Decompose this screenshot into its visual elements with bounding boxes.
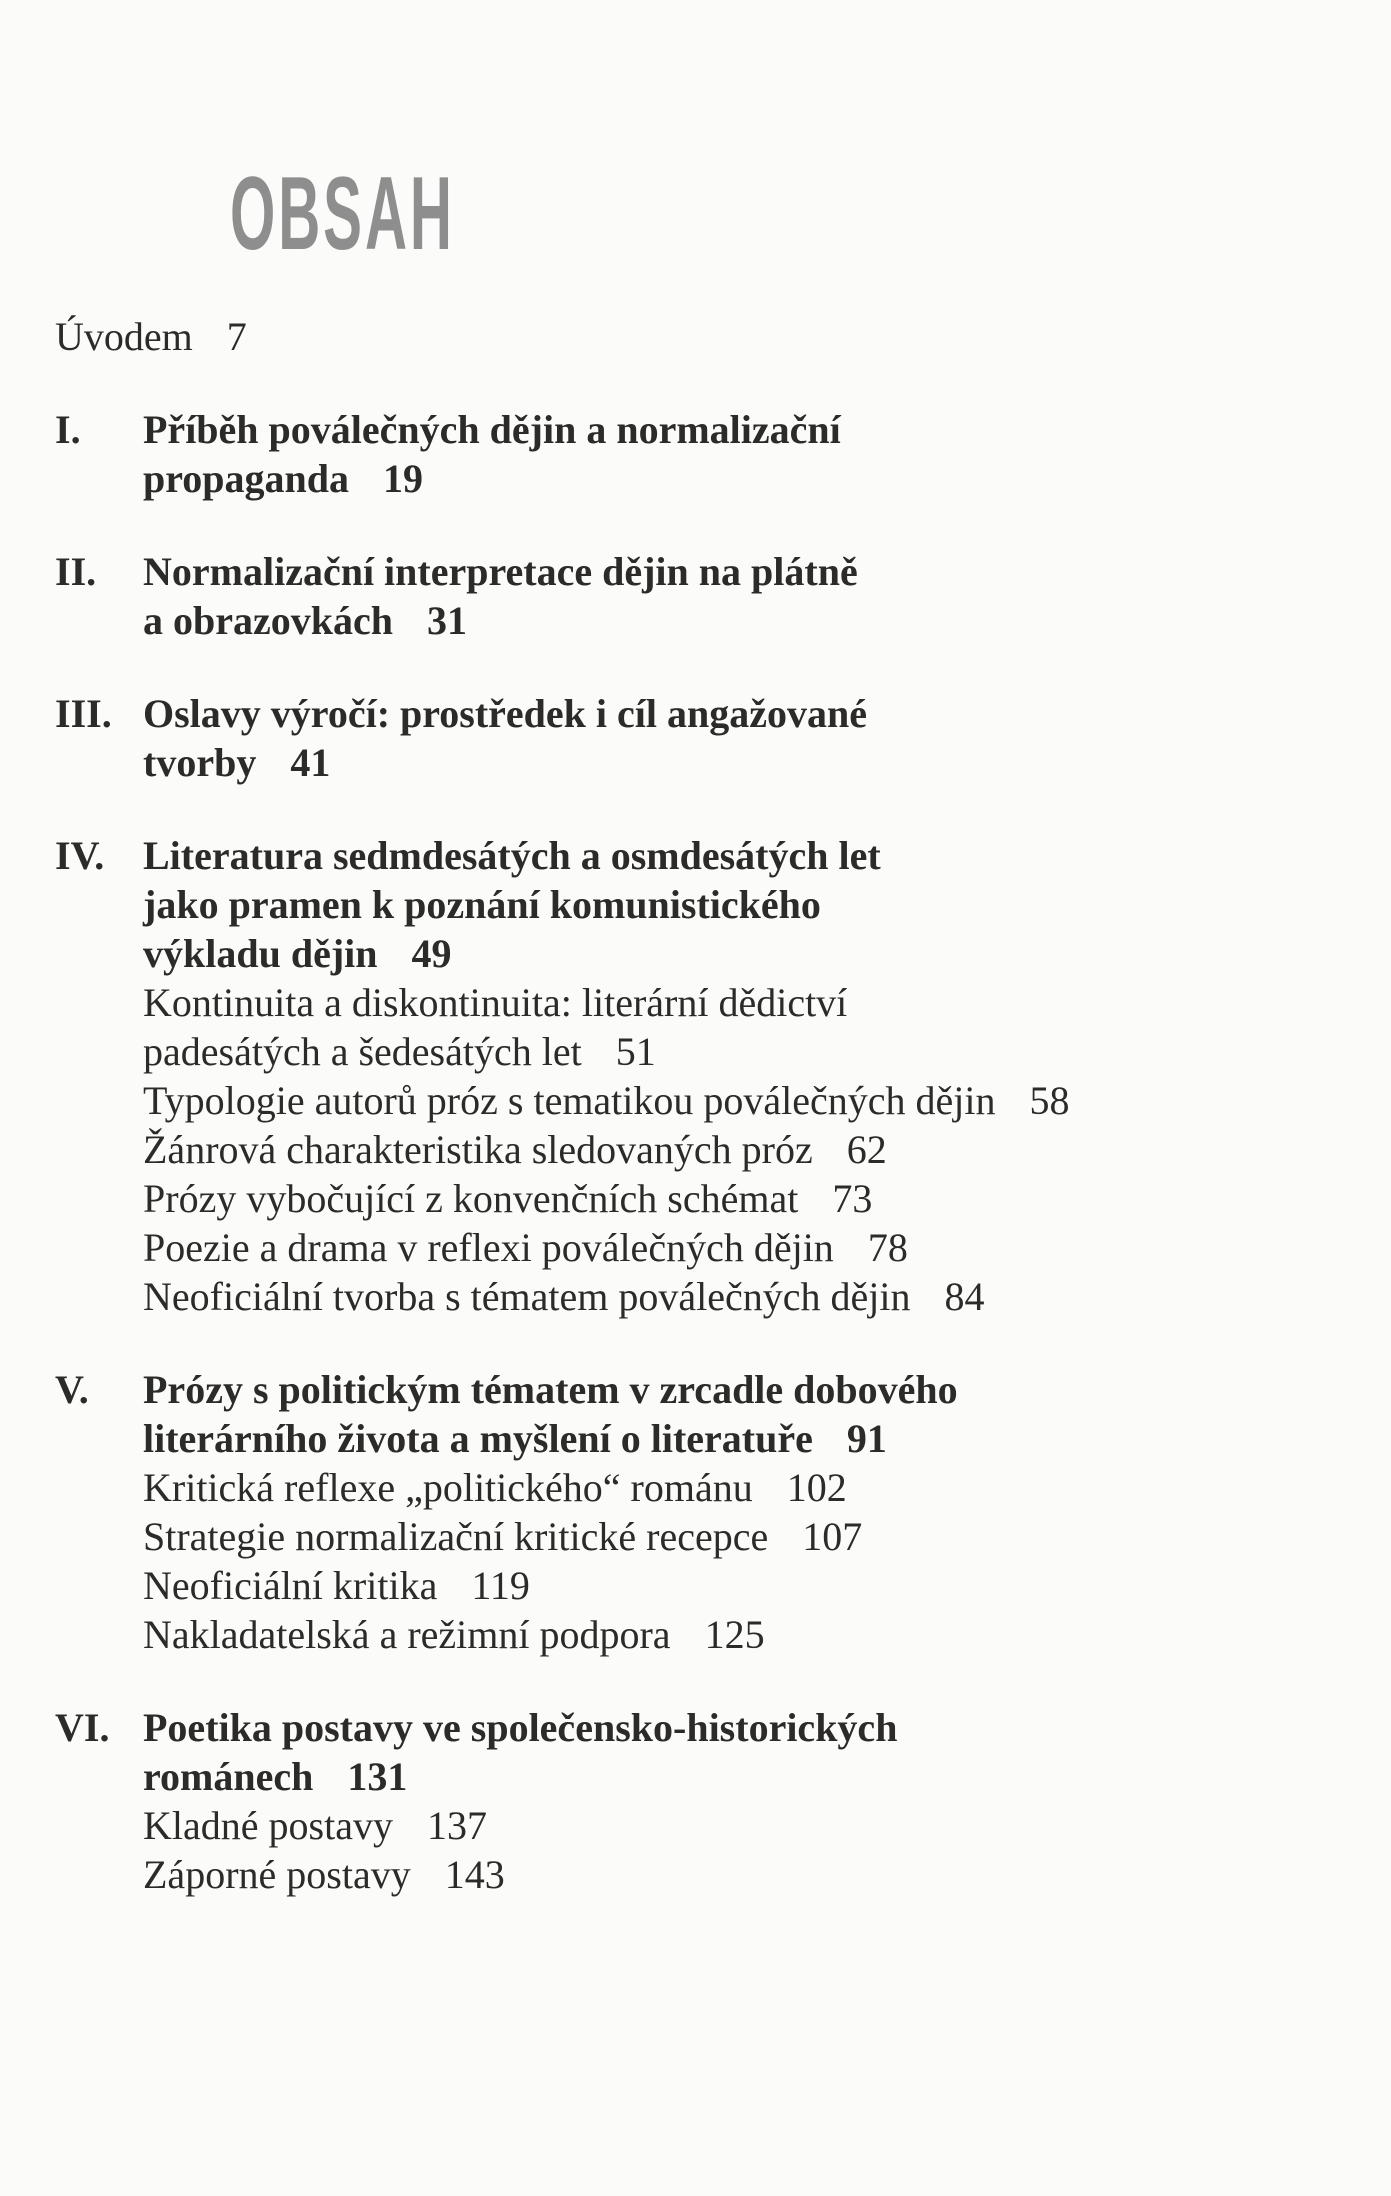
toc-entry-numeral: II. bbox=[55, 549, 97, 594]
page-number: 19 bbox=[383, 456, 424, 501]
toc-entry-title-text: výkladu dějin bbox=[143, 931, 378, 976]
toc-entry-numeral: VI. bbox=[55, 1705, 110, 1750]
toc-entry-numeral: V. bbox=[55, 1367, 89, 1412]
toc-entry-title-text: Poetika postavy ve společensko-historických bbox=[143, 1705, 898, 1750]
page-number: 119 bbox=[471, 1563, 530, 1608]
toc-intro-page-number: 7 bbox=[226, 314, 247, 359]
toc-entry-title-text: Normalizační interpretace dějin na plátně bbox=[143, 549, 858, 594]
toc-subentry-line bbox=[143, 1174, 1351, 1223]
toc-entry-title-line bbox=[143, 831, 1351, 880]
toc-entry-title-text: literárního života a myšlení o literatuře bbox=[143, 1416, 813, 1461]
page-number: 49 bbox=[411, 931, 452, 976]
toc-entry-title-line bbox=[143, 1414, 1351, 1463]
toc-entry-title-line bbox=[143, 454, 1351, 503]
toc-entry-numeral: III. bbox=[55, 691, 112, 736]
toc-subentry-line bbox=[143, 1027, 1351, 1076]
page-number: 41 bbox=[290, 740, 331, 785]
toc-subentry-text: Kladné postavy bbox=[143, 1803, 393, 1848]
page-number: 137 bbox=[426, 1803, 487, 1848]
toc-entry-title-line bbox=[143, 547, 1351, 596]
toc-entry-body bbox=[143, 1365, 1351, 1659]
page-number: 91 bbox=[846, 1416, 887, 1461]
page-number: 131 bbox=[347, 1754, 408, 1799]
toc-subentry-line bbox=[143, 1463, 1351, 1512]
toc-subentry-line bbox=[143, 1512, 1351, 1561]
page-number: 143 bbox=[444, 1852, 505, 1897]
toc-subentry-line bbox=[143, 1610, 1351, 1659]
toc-intro-entry bbox=[55, 312, 1351, 361]
toc-subentry-text: Neoficiální kritika bbox=[143, 1563, 438, 1608]
toc-entry-numeral: IV. bbox=[55, 833, 105, 878]
toc-subentry-text: Nakladatelská a režimní podpora bbox=[143, 1612, 671, 1657]
toc-entry bbox=[55, 1365, 1351, 1659]
page-number: 58 bbox=[1029, 1078, 1070, 1123]
toc-entry-body bbox=[143, 547, 1351, 645]
toc-entry-title-line bbox=[143, 929, 1351, 978]
toc-subentry-text: Žánrová charakteristika sledovaných próz bbox=[143, 1127, 813, 1172]
toc-entry bbox=[55, 1703, 1351, 1899]
toc-subentry-line bbox=[143, 1801, 1351, 1850]
page-number: 73 bbox=[832, 1176, 873, 1221]
toc-entry-title-text: jako pramen k poznání komunistického bbox=[143, 882, 821, 927]
toc-entry-title-text: propaganda bbox=[143, 456, 350, 501]
toc-subentry-line bbox=[143, 1076, 1351, 1125]
toc-entry-title-line bbox=[143, 1752, 1351, 1801]
toc-subentry-line bbox=[143, 1850, 1351, 1899]
page-title: OBSAH bbox=[230, 156, 455, 272]
toc-subentry-line bbox=[143, 978, 1351, 1027]
toc-entry bbox=[55, 405, 1351, 503]
toc-subentry-text: Strategie normalizační kritické recepce bbox=[143, 1514, 769, 1559]
toc-entry-body bbox=[143, 405, 1351, 503]
toc-subentry-text: padesátých a šedesátých let bbox=[143, 1029, 582, 1074]
toc-subentry-line bbox=[143, 1125, 1351, 1174]
toc-entry-numeral: I. bbox=[55, 407, 81, 452]
page-number: 102 bbox=[786, 1465, 847, 1510]
toc-subentry-text: Poezie a drama v reflexi poválečných dějin bbox=[143, 1225, 834, 1270]
toc-entry-body bbox=[143, 689, 1351, 787]
page-number: 84 bbox=[944, 1274, 985, 1319]
page-number: 62 bbox=[846, 1127, 887, 1172]
toc-entry-title-text: románech bbox=[143, 1754, 314, 1799]
toc-subentry-text: Prózy vybočující z konvenčních schémat bbox=[143, 1176, 799, 1221]
toc-entry-title-text: Prózy s politickým tématem v zrcadle dobového bbox=[143, 1367, 958, 1412]
page-number: 125 bbox=[704, 1612, 765, 1657]
toc-entry-title-line bbox=[143, 405, 1351, 454]
toc-entry-title-line bbox=[143, 880, 1351, 929]
toc-subentry-text: Kritická reflexe „politického“ románu bbox=[143, 1465, 753, 1510]
toc-entry-title-line bbox=[143, 596, 1351, 645]
toc-entry-title-text: a obrazovkách bbox=[143, 598, 393, 643]
toc-entry-title-text: Oslavy výročí: prostředek i cíl angažované bbox=[143, 691, 868, 736]
page-number: 78 bbox=[867, 1225, 908, 1270]
toc-subentry-text: Typologie autorů próz s tematikou poválečných dějin bbox=[143, 1078, 996, 1123]
table-of-contents bbox=[55, 312, 1351, 1899]
toc-intro-label: Úvodem bbox=[55, 314, 193, 359]
toc-entry-title-line bbox=[143, 738, 1351, 787]
toc-entry bbox=[55, 689, 1351, 787]
toc-entry-body bbox=[143, 1703, 1351, 1899]
toc-entry-title-text: Příběh poválečných dějin a normalizační bbox=[143, 407, 841, 452]
toc-entry bbox=[55, 547, 1351, 645]
toc-subentry-line bbox=[143, 1272, 1351, 1321]
page-number: 31 bbox=[427, 598, 467, 643]
toc-subentry-line bbox=[143, 1561, 1351, 1610]
toc-subentry-text: Záporné postavy bbox=[143, 1852, 411, 1897]
toc-entry-body bbox=[143, 831, 1351, 1321]
toc-entry-title-line bbox=[143, 689, 1351, 738]
toc-entry bbox=[55, 831, 1351, 1321]
toc-entries bbox=[55, 405, 1351, 1899]
page-number: 51 bbox=[615, 1029, 656, 1074]
toc-subentry-text: Kontinuita a diskontinuita: literární dědictví bbox=[143, 980, 848, 1025]
toc-subentry-text: Neoficiální tvorba s tématem poválečných dějin bbox=[143, 1274, 911, 1319]
toc-subentry-line bbox=[143, 1223, 1351, 1272]
toc-entry-title-line bbox=[143, 1365, 1351, 1414]
toc-entry-title-line bbox=[143, 1703, 1351, 1752]
page-number: 107 bbox=[802, 1514, 863, 1559]
toc-entry-title-text: Literatura sedmdesátých a osmdesátých let bbox=[143, 833, 881, 878]
toc-entry-title-text: tvorby bbox=[143, 740, 257, 785]
